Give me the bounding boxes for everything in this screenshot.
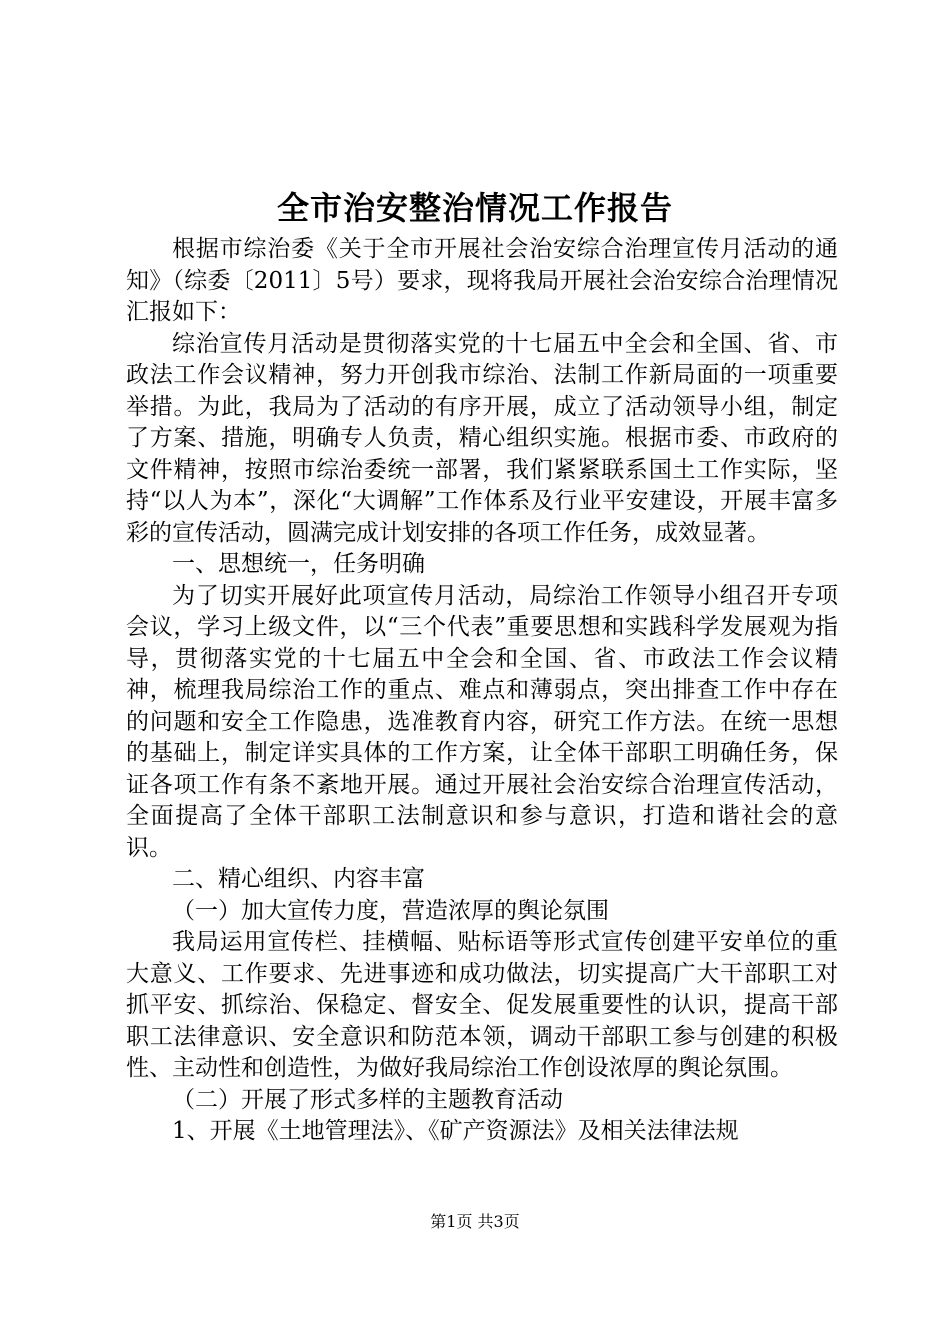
section-heading: 二、精心组织、内容丰富 [172,866,425,892]
paragraph: 1、开展《土地管理法》、《矿产资源法》及相关法律法规 [172,1118,739,1144]
paragraph: 根据市综治委《关于全市开展社会治安综合治理宣传月活动的通知》（综委〔2011〕5号）要求，现将我局开展社会治安综合治理情况汇报如下： [126,236,838,325]
document-body [126,234,838,1148]
subsection-heading: （一）加大宣传力度，营造浓厚的舆论氛围 [172,897,609,924]
paragraph: 我局运用宣传栏、挂横幅、贴标语等形式宣传创建平安单位的重大意义、工作要求、先进事迹和成功做法，切实提高广大干部职工对抓平安、抓综治、保稳定、督安全、促发展重要性的认识，提高干部职工法律意识、安全意识和防范本领，调动干部职工参与创建的积极性、主动性和创造性，为做好我局综治工作创设浓厚的舆论氛围。 [126,929,838,1081]
paragraph: 为了切实开展好此项宣传月活动，局综治工作领导小组召开专项会议，学习上级文件，以“三个代表”重要思想和实践科学发展观为指导，贯彻落实党的十七届五中全会和全国、省、市政法工作会议精神，梳理我局综治工作的重点、难点和薄弱点，突出排查工作中存在的问题和安全工作隐患，选准教育内容，研究工作方法。在统一思想的基础上，制定详实具体的工作方案，让全体干部职工明确任务，保证各项工作有条不紊地开展。通过开展社会治安综合治理宣传活动，全面提高了全体干部职工法制意识和参与意识，打造和谐社会的意识。 [126,582,838,861]
page-number-footer: 第1页 共3页 [430,1212,520,1231]
paragraph: 综治宣传月活动是贯彻落实党的十七届五中全会和全国、省、市政法工作会议精神，努力开创我市综治、法制工作新局面的一项重要举措。为此，我局为了活动的有序开展，成立了活动领导小组，制定了方案、措施，明确专人负责，精心组织实施。根据市委、市政府的文件精神，按照市综治委统一部署，我们紧紧联系国土工作实际，坚持“以人为本”，深化“大调解”工作体系及行业平安建设，开展丰富多彩的宣传活动，圆满完成计划安排的各项工作任务，成效显著。 [126,330,838,546]
document-title: 全市治安整治情况工作报告 [276,189,673,227]
section-heading: 一、思想统一，任务明确 [172,551,425,577]
subsection-heading: （二）开展了形式多样的主题教育活动 [172,1086,563,1113]
